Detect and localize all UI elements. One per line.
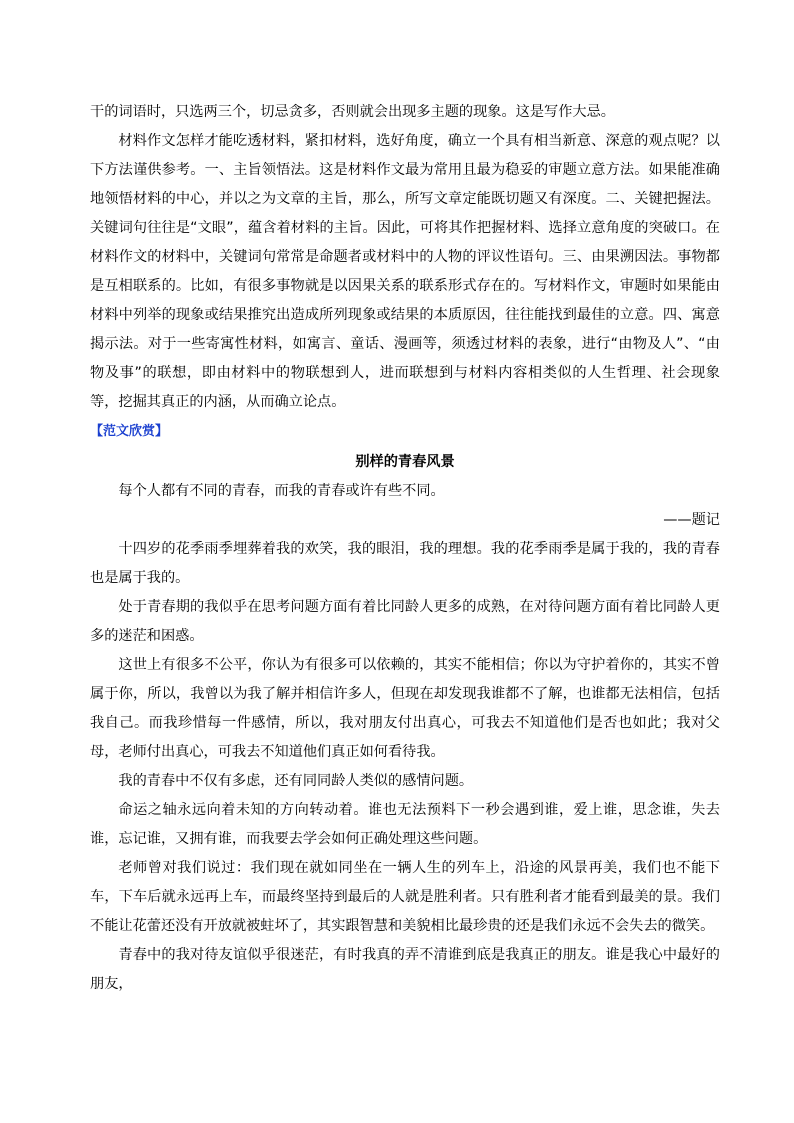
essay-paragraph: 十四岁的花季雨季埋葬着我的欢笑，我的眼泪，我的理想。我的花季雨季是属于我的，我的青春也是属于我的。 (90, 541, 720, 586)
essay-paragraph: 命运之轴永远向着未知的方向转动着。谁也无法预料下一秒会遇到谁，爱上谁，思念谁，失去谁，忘记谁，又拥有谁，而我要去学会如何正确处理这些问题。 (90, 802, 720, 847)
essay-epigraph: 每个人都有不同的青春，而我的青春或许有些不同。 (118, 483, 445, 499)
paragraph-method: 材料作文怎样才能吃透材料，紧扣材料，选好角度，确立一个具有相当新意、深意的观点呢？以下方法谨供参考。一、主旨领悟法。这是材料作文最为常用且最为稳妥的审题立意方法。如果能准确地领悟材料的中心，并以之为文章的主旨，那么，所写文章定能既切题又有深度。二、关键把握法。关键词句往往是“文眼”，蕴含着材料的主旨。因此，可将其作把握材料、选择立意角度的突破口。在材料作文的材料中，关键词句常常是命题者或材料中的人物的评议性语句。三、由果溯因法。事物都是互相联系的。比如，有很多事物就是以因果关系的联系形式存在的。写材料作文，审题时如果能由材料中列举的现象或结果推究出造成所列现象或结果的本质原因，往往能找到最佳的立意。四、寓意揭示法。对于一些寄寓性材料，如寓言、童话、漫画等，须透过材料的表象，进行“由物及人”、“由物及事”的联想，即由材料中的物联想到人，进而联想到与材料内容相类似的人生哲理、社会现象等，挖掘其真正的内涵，从而确立论点。 (90, 133, 720, 410)
essay-paragraph: 老师曾对我们说过：我们现在就如同坐在一辆人生的列车上，沿途的风景再美，我们也不能下车，下车后就永远再上车，而最终坚持到最后的人就是胜利者。只有胜利者才能看到最美的景。我们不能让花蕾还没有开放就被蛀坏了，其实跟智慧和美貌相比最珍贵的还是我们永远不会失去的微笑。 (90, 860, 720, 934)
paragraph-continuation: 干的词语时，只选两三个，切忌贪多，否则就会出现多主题的现象。这是写作大忌。 (90, 104, 615, 120)
essay-epigraph-signature: ——题记 (663, 512, 720, 528)
document-body (90, 98, 720, 999)
essay-paragraph: 青春中的我对待友谊似乎很迷茫，有时我真的弄不清谁到底是我真正的朋友。谁是我心中最好的朋友， (90, 947, 720, 992)
section-label: 【范文欣赏】 (90, 424, 169, 439)
essay-paragraph: 处于青春期的我似乎在思考问题方面有着比同龄人更多的成熟，在对待问题方面有着比同龄人更多的迷茫和困惑。 (90, 599, 720, 644)
essay-paragraph: 这世上有很多不公平，你认为有很多可以依赖的，其实不能相信；你以为守护着你的，其实不曾属于你，所以，我曾以为我了解并相信许多人，但现在却发现我谁都不了解，也谁都无法相信，包括我自己。而我珍惜每一件感情，所以，我对朋友付出真心，可我去不知道他们是否也如此；我对父母，老师付出真心，可我去不知道他们真正如何看待我。 (90, 657, 720, 760)
essay-paragraph: 我的青春中不仅有多虑，还有同同龄人类似的感情问题。 (118, 773, 474, 789)
essay-title: 别样的青春风景 (355, 454, 455, 470)
